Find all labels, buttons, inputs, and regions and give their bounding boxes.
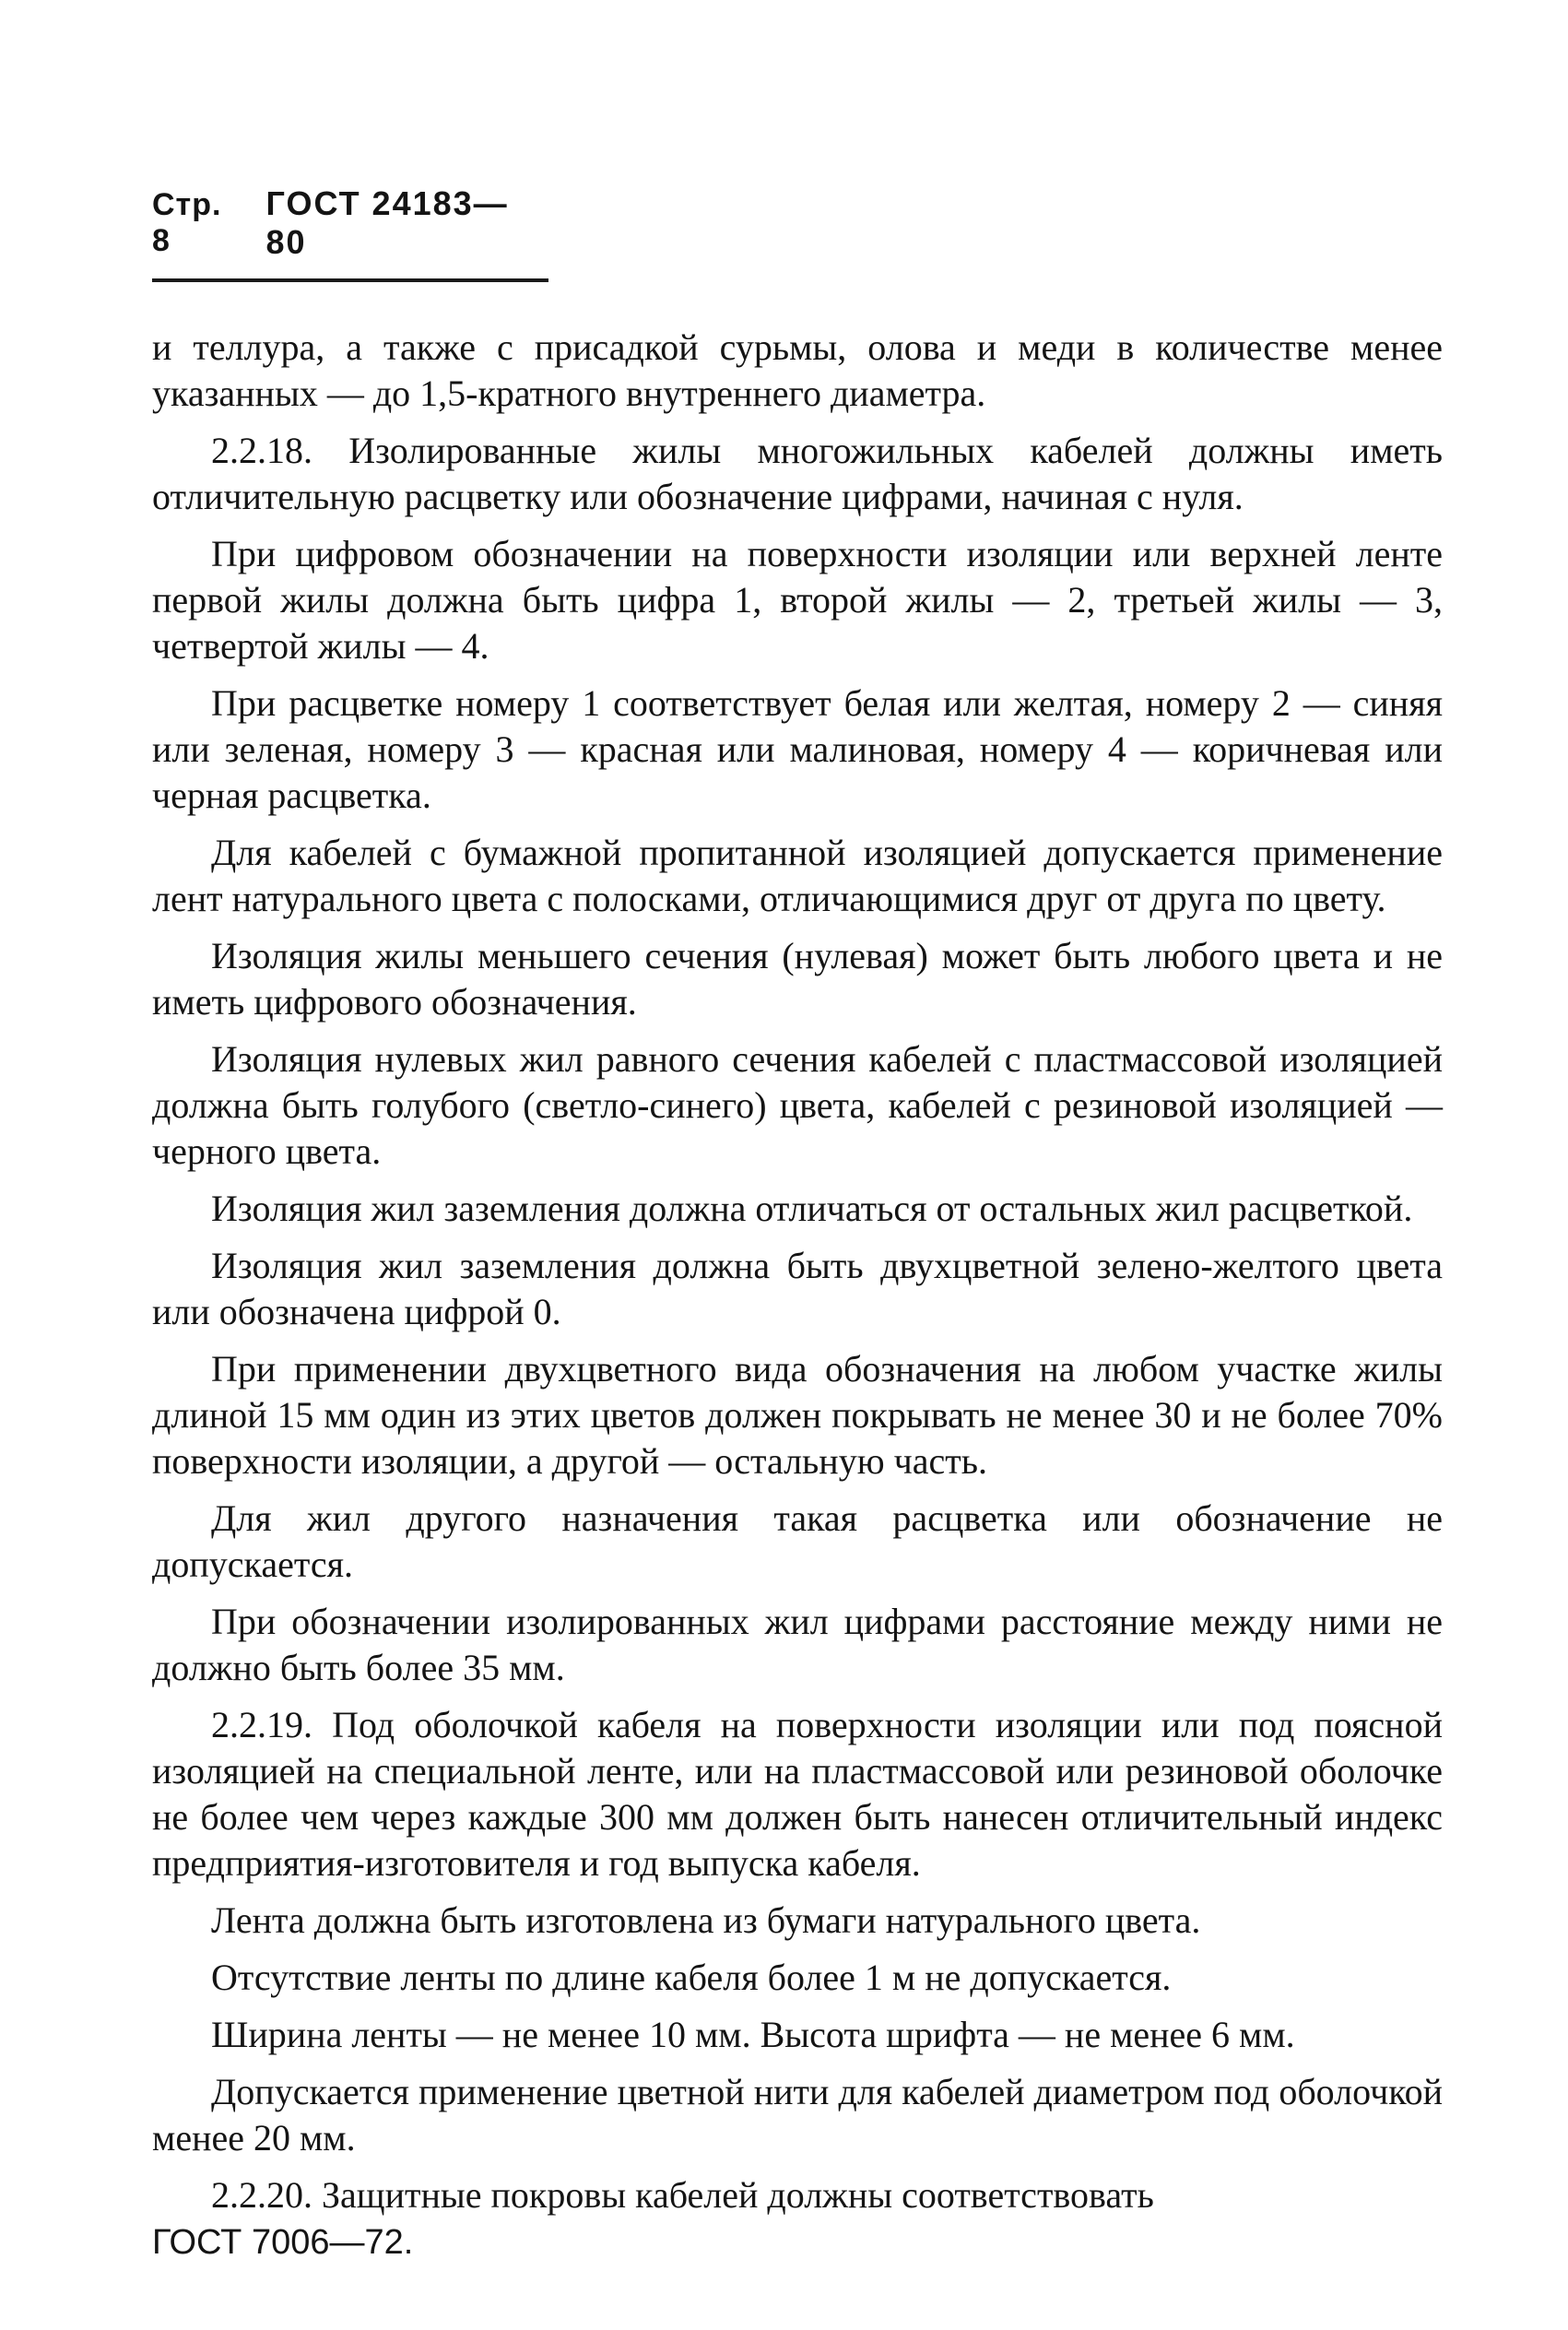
paragraph-continuation: и теллура, а также с присадкой сурьмы, олова и меди в количестве менее указанных — до 1,5-кратного внутреннего диаметра.: [152, 326, 1443, 414]
paragraph-neutral-core: Изоляция жилы меньшего сечения (нулевая) может быть любого цвета и не иметь цифрового обозначения.: [152, 935, 1443, 1023]
page-header: [152, 184, 548, 282]
gost-reference: ГОСТ 7006—72.: [152, 2223, 414, 2262]
paragraph-two-color-coverage: При применении двухцветного вида обозначения на любом участке жилы длиной 15 мм один из этих цветов должен покрывать не менее 30 и не более 70% поверхности изоляции, а другой — остальную часть.: [152, 1348, 1443, 1482]
paragraph-tape-paper: Лента должна быть изготовлена из бумаги натурального цвета.: [211, 1899, 1201, 1941]
paragraph-2-2-18: 2.2.18. Изолированные жилы многожильных кабелей должны иметь отличительную расцветку или обозначение цифрами, начиная с нуля.: [152, 430, 1443, 517]
document-body: [152, 325, 1443, 2265]
paragraph-2-2-20: 2.2.20. Защитные покровы кабелей должны соответствовать: [211, 2174, 1154, 2216]
paragraph-2-2-19: 2.2.19. Под оболочкой кабеля на поверхности изоляции или под поясной изоляцией на специальной ленте, или на пластмассовой или резиновой оболочке не более чем через каждые 300 мм должен быть нанесен отличительный индекс предприятия-изготовителя и год выпуска кабеля.: [152, 1704, 1443, 1884]
paragraph-gost-reference: [152, 2218, 1443, 2265]
page-number-label: Стр. 8: [152, 187, 222, 258]
paragraph-other-cores: Для жил другого назначения такая расцветка или обозначение не допускается.: [152, 1497, 1443, 1585]
paragraph-tape-width: Ширина ленты — не менее 10 мм. Высота шрифта — не менее 6 мм.: [211, 2014, 1295, 2055]
paragraph-paper-insulation: Для кабелей с бумажной пропитанной изоляцией допускается применение лент натурального цвета с полосками, отличающимися друг от друга по цвету.: [152, 832, 1443, 919]
standard-designation: ГОСТ 24183—80: [265, 184, 509, 261]
paragraph-neutral-equal-section: Изоляция нулевых жил равного сечения кабелей с пластмассовой изоляцией должна быть голубого (светло-синего) цвета, кабелей с резиновой изоляцией — черного цвета.: [152, 1038, 1443, 1172]
paragraph-ground-two-color: Изоляция жил заземления должна быть двухцветной зелено-желтого цвета или обозначена цифрой 0.: [152, 1245, 1443, 1332]
paragraph-ground-differ: Изоляция жил заземления должна отличаться от остальных жил расцветкой.: [211, 1188, 1413, 1229]
paragraph-digit-marking: При цифровом обозначении на поверхности изоляции или верхней ленте первой жилы должна быть цифра 1, второй жилы — 2, третьей жилы — 3, четвертой жилы — 4.: [152, 533, 1443, 667]
paragraph-tape-absence: Отсутствие ленты по длине кабеля более 1 м не допускается.: [211, 1957, 1172, 1998]
paragraph-color-numbers: При расцветке номеру 1 соответствует белая или желтая, номеру 2 — синяя или зеленая, номеру 3 — красная или малиновая, номеру 4 — коричневая или черная расцветка.: [152, 682, 1443, 816]
document-page: [152, 184, 1443, 2265]
paragraph-colored-thread: Допускается применение цветной нити для кабелей диаметром под оболочкой менее 20 мм.: [152, 2071, 1443, 2159]
paragraph-digit-spacing: При обозначении изолированных жил цифрами расстояние между ними не должно быть более 35 мм.: [152, 1601, 1443, 1688]
